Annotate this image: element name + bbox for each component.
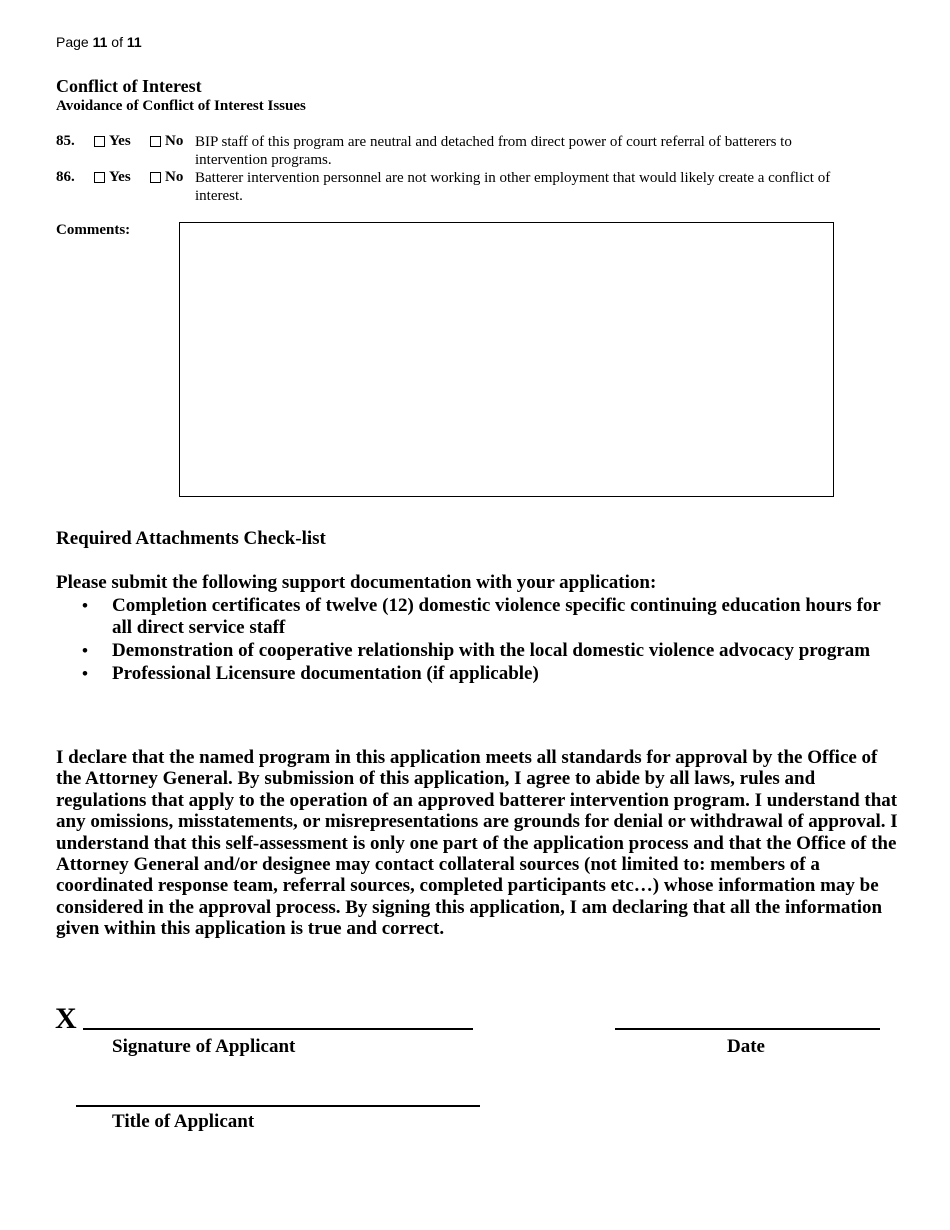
question-86-yes-option[interactable] — [94, 169, 131, 186]
yes-checkbox[interactable] — [94, 136, 105, 147]
comments-label: Comments: — [56, 222, 131, 238]
attachments-list — [82, 595, 882, 686]
attachment-item: • Professional Licensure documentation (if applicable) — [82, 663, 882, 685]
question-number: 86. — [56, 169, 75, 185]
yes-checkbox[interactable] — [94, 172, 105, 183]
no-checkbox[interactable] — [150, 136, 161, 147]
question-text: BIP staff of this program are neutral and detached from direct power of court referral of batterers to intervention programs. — [195, 134, 792, 168]
no-checkbox[interactable] — [150, 172, 161, 183]
signature-x-mark: X — [55, 1002, 77, 1035]
attachments-intro: Please submit the following support documentation with your application: — [56, 572, 657, 593]
question-text: Batterer intervention personnel are not working in other employment that would likely create a conflict of interest. — [195, 170, 831, 204]
question-86-no-option[interactable] — [150, 169, 183, 186]
comments-field[interactable] — [179, 222, 834, 497]
attachments-title: Required Attachments Check-list — [56, 528, 326, 549]
declaration-paragraph: I declare that the named program in this application meets all standards for approval by the Office of the Attorney General. By submission of this application, I agree to abide by all laws, rules and regulations that apply to the operation of an approved batterer intervention program. I understand that any omissions, misstatements, or misrepresentations are grounds for denial or withdrawal of approval. I understand that this self-assessment is only one part of the application process and that the Office of the Attorney General and/or designee may contact collateral sources (not limited to: members of a coordinated response team, referral sources, completed participants etc…) whose information may be considered in the approval process. By signing this application, I am declaring that all the information given within this application is true and correct. — [56, 747, 898, 940]
attachment-item: • Demonstration of cooperative relationship with the local domestic violence advocacy program — [82, 640, 882, 662]
section-subtitle: Avoidance of Conflict of Interest Issues — [56, 98, 306, 114]
no-label: No — [165, 169, 184, 185]
title-label: Title of Applicant — [112, 1111, 255, 1132]
yes-label: Yes — [109, 133, 131, 149]
no-label: No — [165, 133, 184, 149]
date-label: Date — [727, 1036, 765, 1057]
question-number: 85. — [56, 133, 75, 149]
attachment-item: • Completion certificates of twelve (12) domestic violence specific continuing education hours for all direct service staff — [82, 595, 882, 639]
yes-label: Yes — [109, 169, 131, 185]
title-line[interactable] — [76, 1105, 480, 1107]
signature-label: Signature of Applicant — [112, 1036, 296, 1057]
date-line[interactable] — [615, 1028, 880, 1030]
section-title: Conflict of Interest — [56, 76, 202, 96]
signature-line[interactable] — [83, 1028, 473, 1030]
question-85-no-option[interactable] — [150, 133, 183, 150]
question-85-yes-option[interactable] — [94, 133, 131, 150]
page-number: Page 11 of 11 — [56, 34, 142, 50]
